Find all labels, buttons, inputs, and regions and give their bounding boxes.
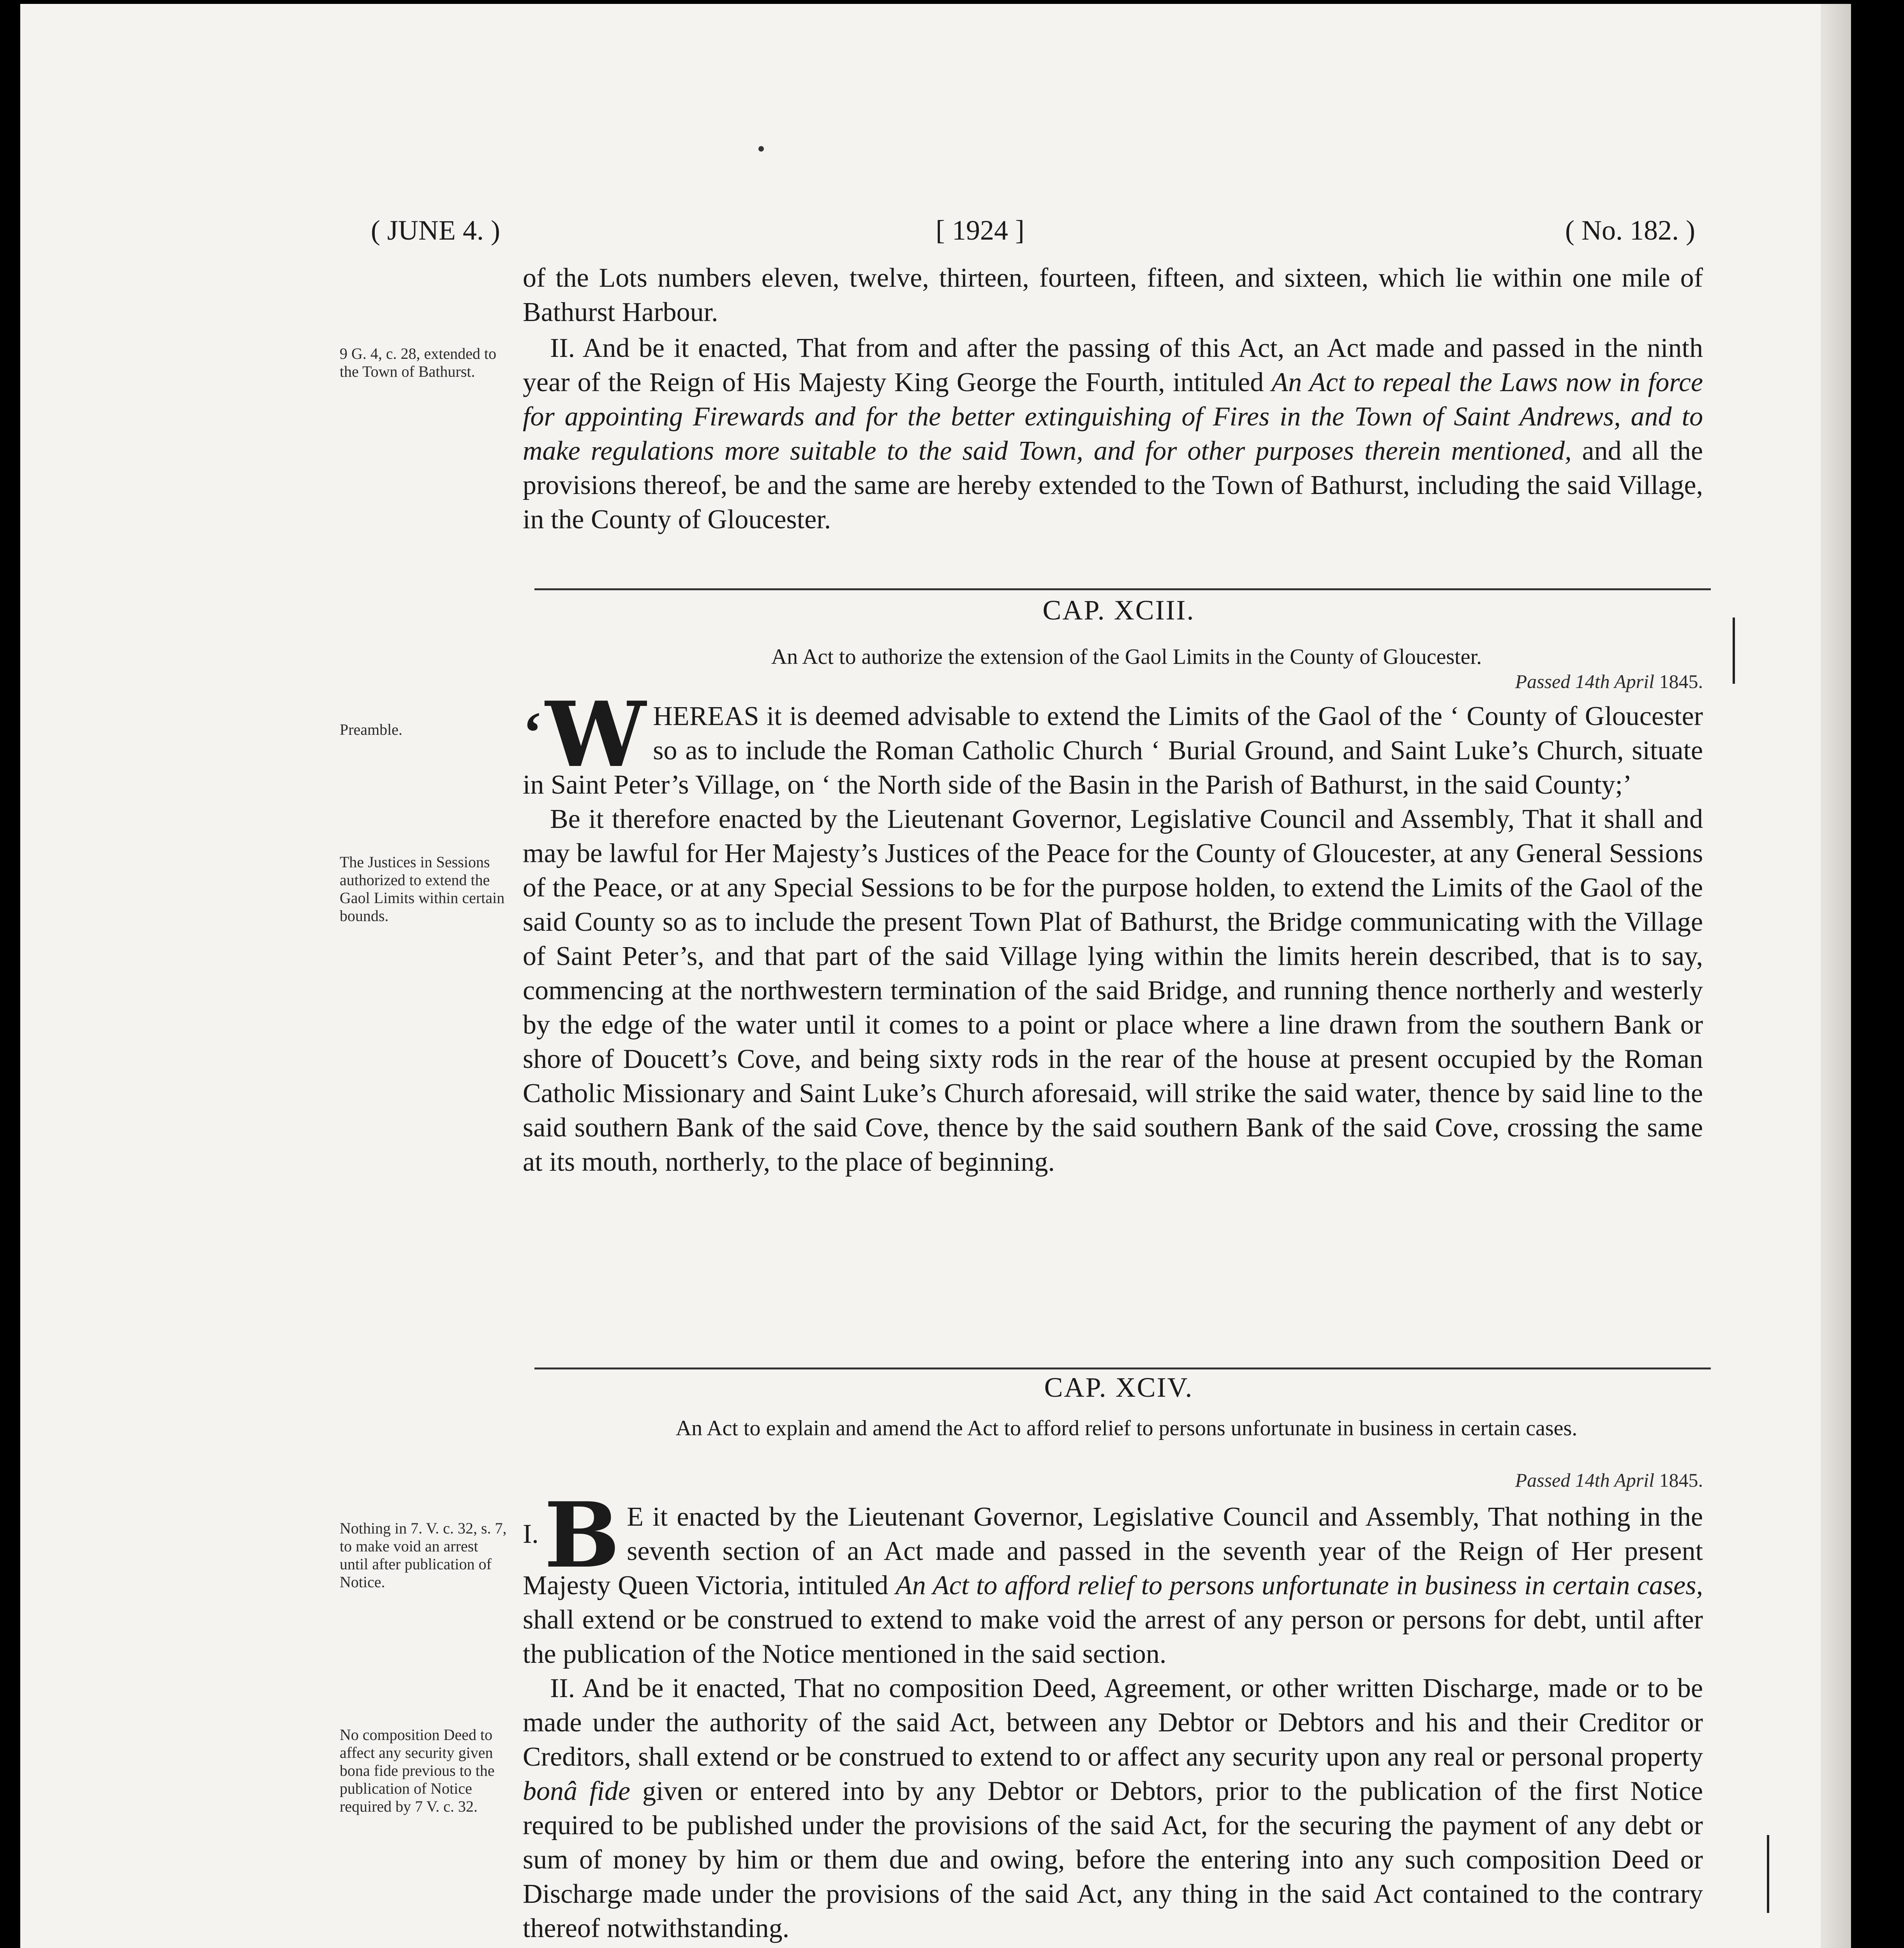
section-ii-text-end: given or entered into by any Debtor or Debtors, prior to the publication of the first Notice required to be published under the provisions of the said Act, for the securing the payment of any debt or sum of money by him or them due and owing, before the entering into any such composition Deed or Discharge made under the provisions of the said Act, any thing in the said Act contained to the contrary thereof notwithstanding. [523,1776,1703,1943]
drop-cap-w: W [545,682,646,787]
margin-note-preamble: Preamble. [340,721,403,738]
continuation-paragraph: of the Lots numbers eleven, twelve, thirteen, fourteen, fifteen, and sixteen, which lie within one mile of Bathurst Harbour. [523,263,1703,327]
margin-note-9g4: 9 G. 4, c. 28, extended to the Town of Bathurst. [340,345,497,380]
divider-rule [534,1367,1711,1369]
cap-94-sections [523,1483,1703,1948]
document-page [20,4,1851,1948]
section-numeral: I. [523,1519,539,1549]
cap-93-heading: CAP. XCIII. [1042,595,1195,626]
drop-cap-b: B [544,1483,620,1588]
preamble-paragraph [523,682,1703,802]
margin-note-composition: No composition Deed to affect any security given bona fide previous to the publication of Notice required by 7 V. c. 32. [340,1726,495,1815]
divider-rule [534,588,1711,590]
cap-93-passed [1515,670,1703,693]
page-header [371,214,1695,257]
section-i-act-title: An Act to afford relief to persons unfortunate in business in certain cases, [896,1570,1703,1600]
continuation-text [523,261,1703,330]
section-i-paragraph [523,1483,1703,1671]
passed-date: Passed 14th April [1515,671,1654,692]
cap-94-heading: CAP. XCIV. [1044,1372,1194,1403]
passed-year: 1845. [1659,671,1703,692]
margin-note-arrest: Nothing in 7. V. c. 32, s. 7, to make void an arrest until after publication of Notice. [340,1519,507,1591]
section-ii-extension [523,331,1703,537]
margin-mark [1767,1835,1769,1913]
section-ii-text-end: and all the provisions thereof, be and the same are hereby extended to the Town of Bathurst, including the said Village, in the County of Gloucester. [523,436,1703,535]
enacting-paragraph: Be it therefore enacted by the Lieutenant Governor, Legislative Council and Assembly, That it shall and may be lawful for Her Majesty’s Justices of the Peace for the County of Gloucester, at any General Sessions of the Peace, or at any Special Sessions to be for the purpose holden, to extend the Limits of the Gaol of the said County so as to include the present Town Plat of Bathurst, the Bridge communicating with the Village of Saint Peter’s, and that part of the said Village lying within the limits herein described, that is to say, commencing at the northwestern termination of the said Bridge, and running thence northerly and westerly by the edge of the water until it comes to a point or place where a line drawn from the southern Bank or shore of Doucett’s Cove, and being sixty rods in the rear of the house at present occupied by the Roman Catholic Missionary and Saint Luke’s Church aforesaid, will strike the said water, thence by said line to the said southern Bank of the said Cove, thence by the said southern Bank of the said Cove, crossing the same at its mouth, northerly, to the place of beginning. [523,804,1703,1177]
passed-date: Passed 14th April [1515,1469,1654,1491]
header-act-number: ( No. 182. ) [1565,215,1695,246]
passed-year: 1845. [1659,1469,1703,1491]
preamble-text: HEREAS it is deemed advisable to extend the Limits of the Gaol of the ‘ County of Gloucester so as to include the Roman Catholic Church ‘ Burial Ground, and Saint Luke’s Church, situate in Saint Peter’s Village, on ‘ the North side of the Basin in the Parish of Bathurst, in the said County;’ [523,701,1703,800]
section-ii-text: II. And be it enacted, That no composition Deed, Agreement, or other written Discharge, made or to be made under the authority of the said Act, between any Debtor or Debtors and his and their Creditor or Creditors, shall extend or be construed to extend to or affect any security upon any real or personal property [523,1673,1703,1772]
opening-quote: ‘ [523,700,542,765]
cap-94-title: An Act to explain and amend the Act to afford relief to persons unfortunate in business in certain cases. [675,1416,1578,1440]
section-ii-act-title: An Act to repeal the Laws now in force for appointing Firewards and for the better extinguishing of Fires in the Town of Saint Andrews, and to make regulations more suitable to the said Town, and for other purposes therein mentioned, [523,367,1703,466]
page-edge-shadow [1821,4,1851,1948]
section-ii-paragraph [523,1671,1703,1946]
ink-speck [758,146,764,152]
cap-93-preamble [523,682,1703,1179]
section-i-text-end: shall extend or be construed to extend to make void the arrest of any person or persons for debt, until after the publication of the Notice mentioned in the said section. [523,1605,1703,1669]
section-i-text: E it enacted by the Lieutenant Governor, Legislative Council and Assembly, That nothing in the seventh section of an Act made and passed in the seventh year of the Reign of Her present Majesty Queen Victoria, intituled [523,1502,1703,1600]
margin-mark [1733,618,1735,684]
header-date: ( JUNE 4. ) [371,215,500,246]
bona-fide-term: bonâ fide [523,1776,631,1806]
section-ii-paragraph [523,331,1703,537]
section-iii-paragraph [523,1946,1703,1948]
margin-note-justices: The Justices in Sessions authorized to extend the Gaol Limits within certain bounds. [340,853,505,925]
header-page-number: [ 1924 ] [936,215,1024,246]
section-ii-text: II. And be it enacted, That from and after the passing of this Act, an Act made and passed in the ninth year of the Reign of His Majesty King George the Fourth, intituled [523,333,1703,397]
cap-93-title: An Act to authorize the extension of the Gaol Limits in the County of Gloucester. [771,645,1482,669]
cap-94-passed [1515,1469,1703,1491]
